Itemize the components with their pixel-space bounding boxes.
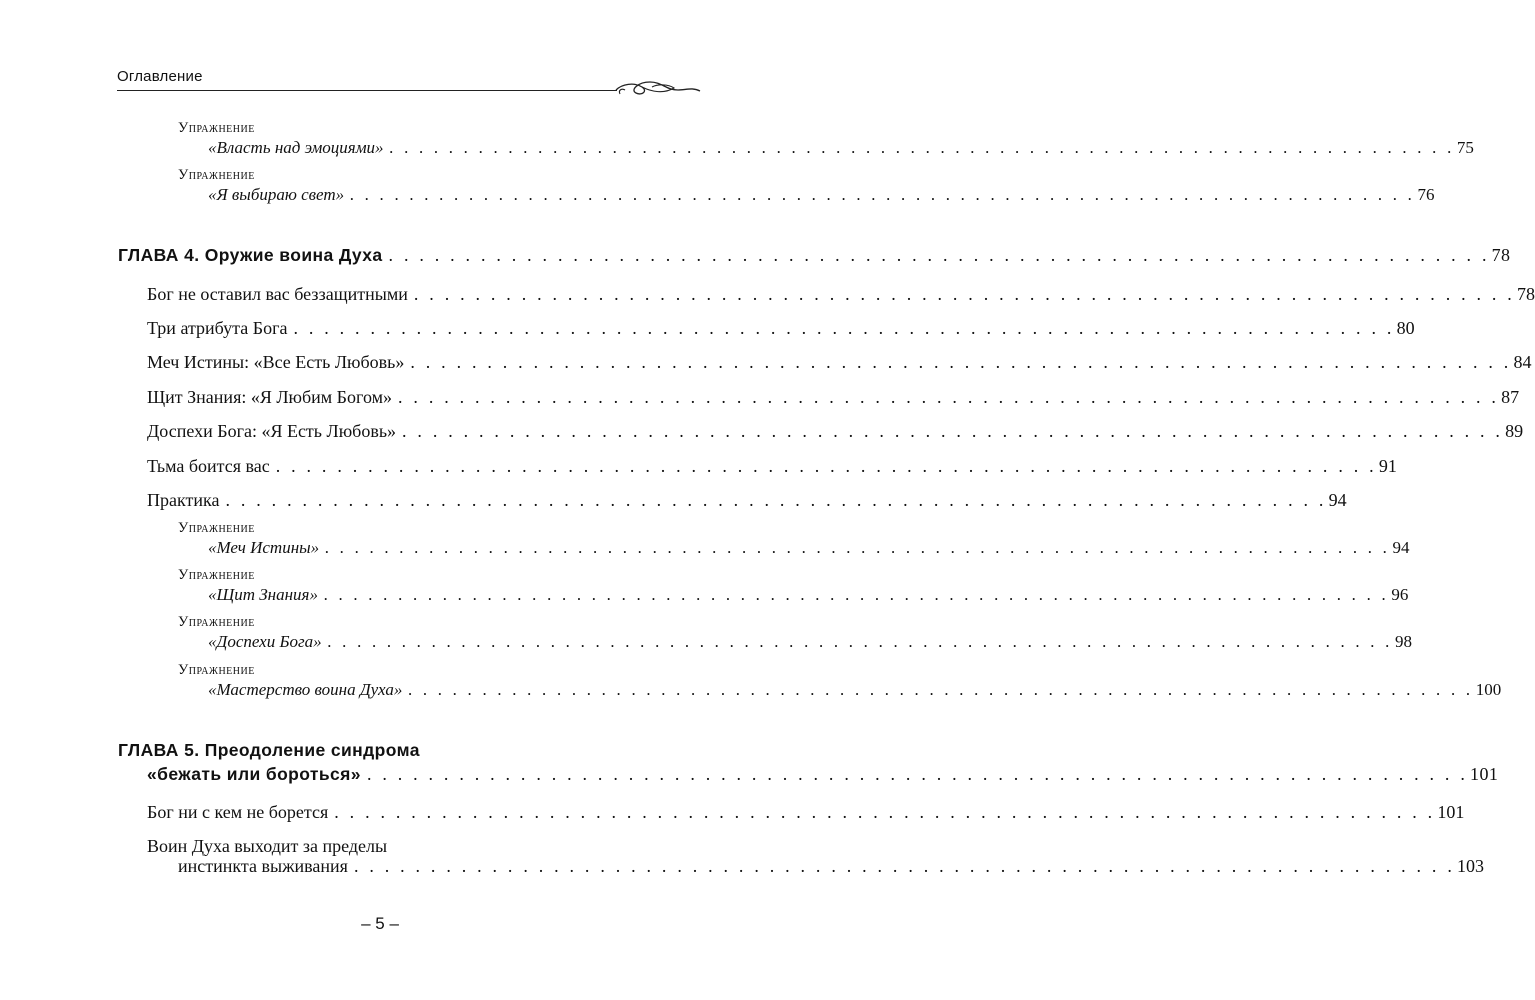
exercise-label: Упражнение (178, 167, 255, 183)
toc-entry-shchit-znaniya[interactable] (147, 387, 1520, 408)
dot-leader: . . . . . . . . . . . . . . . . . . . . . . . . . . . . . . . . . . . . . . . . . . . . . . . . . . . . . . . . . . . . . . . . . . . . . . . . (402, 421, 1504, 441)
dot-leader: . . . . . . . . . . . . . . . . . . . . . . . . . . . . . . . . . . . . . . . . . . . . . . . . . . . . . . . . . . . . . . . . . . . . . . . . (334, 802, 1436, 822)
toc-entry-bog-ni-s-kem[interactable] (147, 802, 1465, 823)
toc-entry-ya-vybirayu-svet[interactable] (208, 185, 1435, 205)
dot-leader: . . . . . . . . . . . . . . . . . . . . . . . . . . . . . . . . . . . . . . . . . . . . . . . . . . . . . . . . . . . . . . . . . . . . . . . . (413, 284, 1515, 304)
toc-entry-vlast-nad-emociyami[interactable] (208, 138, 1474, 158)
toc-page-number: 75 (1456, 138, 1474, 157)
toc-entry-bog-ne-ostavil[interactable] (147, 284, 1535, 305)
toc-entry-voin-dukha[interactable] (178, 856, 1485, 877)
toc-entry-tma-boitsya[interactable] (147, 456, 1397, 477)
toc-entry-mech-istiny-exercise[interactable] (208, 538, 1410, 558)
toc-entry-title: «Я выбираю свет» (208, 185, 345, 204)
dot-leader: . . . . . . . . . . . . . . . . . . . . . . . . . . . . . . . . . . . . . . . . . . . . . . . . . . . . . . . . . . . . . . . . . . . . . . . . (389, 138, 1455, 157)
exercise-label: Упражнение (178, 520, 255, 536)
toc-page-number: 91 (1378, 456, 1397, 476)
toc-entry-title: Щит Знания: «Я Любим Богом» (147, 387, 393, 407)
dot-leader: . . . . . . . . . . . . . . . . . . . . . . . . . . . . . . . . . . . . . . . . . . . . . . . . . . . . . . . . . . . . . . . . . . . . . . . . (388, 245, 1490, 265)
toc-page-number: 89 (1505, 421, 1524, 441)
toc-entry-title: «Мастерство воина Духа» (208, 680, 403, 699)
dot-leader: . . . . . . . . . . . . . . . . . . . . . . . . . . . . . . . . . . . . . . . . . . . . . . . . . . . . . . . . . . . . . . . . . . . . . . . . (325, 538, 1391, 557)
dot-leader: . . . . . . . . . . . . . . . . . . . . . . . . . . . . . . . . . . . . . . . . . . . . . . . . . . . . . . . . . . . . . . . . . . . . . . . . (327, 632, 1393, 651)
dot-leader: . . . . . . . . . . . . . . . . . . . . . . . . . . . . . . . . . . . . . . . . . . . . . . . . . . . . . . . . . . . . . . . . . . . . . . . . (350, 185, 1416, 204)
toc-page-number: 101 (1437, 802, 1465, 822)
toc-entry-tri-atributa[interactable] (147, 318, 1415, 339)
toc-entry-title: Бог ни с кем не борется (147, 802, 329, 822)
dot-leader: . . . . . . . . . . . . . . . . . . . . . . . . . . . . . . . . . . . . . . . . . . . . . . . . . . . . . . . . . . . . . . . . . . . . . . . . (398, 387, 1500, 407)
toc-entry-title-line2: инстинкта выживания (178, 856, 348, 876)
toc-page-number: 78 (1517, 284, 1535, 304)
toc-entry-masterstvo-voina[interactable] (208, 680, 1502, 700)
exercise-label: Упражнение (178, 120, 255, 136)
dot-leader: . . . . . . . . . . . . . . . . . . . . . . . . . . . . . . . . . . . . . . . . . . . . . . . . . . . . . . . . . . . . . . . . . . . . . . . . (293, 318, 1395, 338)
toc-entry-shchit-znaniya-exercise[interactable] (208, 585, 1409, 605)
flourish-ornament-icon (612, 74, 702, 100)
toc-page-number: 80 (1396, 318, 1415, 338)
toc-entry-praktika[interactable] (147, 490, 1347, 511)
page-number: – 5 – (361, 914, 399, 933)
dot-leader: . . . . . . . . . . . . . . . . . . . . . . . . . . . . . . . . . . . . . . . . . . . . . . . . . . . . . . . . . . . . . . . . . . . . . . . . (225, 490, 1327, 510)
toc-entry-title: Доспехи Бога: «Я Есть Любовь» (147, 421, 397, 441)
exercise-label: Упражнение (178, 662, 255, 678)
toc-entry-title: Практика (147, 490, 220, 510)
dot-leader: . . . . . . . . . . . . . . . . . . . . . . . . . . . . . . . . . . . . . . . . . . . . . . . . . . . . . . . . . . . . . . . . . . . . . . . . (408, 680, 1474, 699)
toc-entry-title: «Щит Знания» (208, 585, 318, 604)
exercise-label: Упражнение (178, 614, 255, 630)
dot-leader: . . . . . . . . . . . . . . . . . . . . . . . . . . . . . . . . . . . . . . . . . . . . . . . . . . . . . . . . . . . . . . . . . . . . . . . . (366, 764, 1469, 784)
toc-page-number: 100 (1475, 680, 1502, 699)
toc-entry-title: «Власть над эмоциями» (208, 138, 384, 157)
dot-leader: . . . . . . . . . . . . . . . . . . . . . . . . . . . . . . . . . . . . . . . . . . . . . . . . . . . . . . . . . . . . . . . . . . . . . . . . (323, 585, 1390, 604)
toc-chapter-title-line2: «бежать или бороться» (147, 764, 361, 784)
toc-entry-title: Меч Истины: «Все Есть Любовь» (147, 352, 405, 372)
toc-page-number: 84 (1513, 352, 1532, 372)
dot-leader: . . . . . . . . . . . . . . . . . . . . . . . . . . . . . . . . . . . . . . . . . . . . . . . . . . . . . . . . . . . . . . . . . . . . . . . . (275, 456, 1377, 476)
toc-chapter-5-title-line1[interactable]: ГЛАВА 5. Преодоление синдрома (118, 740, 420, 760)
header-rule (117, 90, 617, 91)
toc-entry-mech-istiny[interactable] (147, 352, 1532, 373)
toc-page-number: 87 (1501, 387, 1520, 407)
toc-page-number: 76 (1417, 185, 1435, 204)
toc-entry-title: «Меч Истины» (208, 538, 320, 557)
running-head-title: Оглавление (117, 68, 203, 85)
toc-entry-dospekhi-boga[interactable] (147, 421, 1524, 442)
toc-entry-title: Три атрибута Бога (147, 318, 288, 338)
toc-chapter-4[interactable] (118, 245, 1511, 266)
toc-entry-title: «Доспехи Бога» (208, 632, 322, 651)
exercise-label: Упражнение (178, 567, 255, 583)
toc-entry-title: Бог не оставил вас беззащитными (147, 284, 408, 304)
toc-chapter-title: ГЛАВА 4. Оружие воина Духа (118, 245, 383, 265)
toc-page-number: 94 (1392, 538, 1410, 557)
toc-entry-dospekhi-boga-exercise[interactable] (208, 632, 1412, 652)
toc-entry-title: Тьма боится вас (147, 456, 270, 476)
toc-page-number: 98 (1395, 632, 1412, 651)
toc-page-number: 103 (1457, 856, 1485, 876)
toc-chapter-5[interactable] (147, 764, 1499, 785)
dot-leader: . . . . . . . . . . . . . . . . . . . . . . . . . . . . . . . . . . . . . . . . . . . . . . . . . . . . . . . . . . . . . . . . . . . . . . . . (410, 352, 1512, 372)
dot-leader: . . . . . . . . . . . . . . . . . . . . . . . . . . . . . . . . . . . . . . . . . . . . . . . . . . . . . . . . . . . . . . . . . . . . . . . . (353, 856, 1456, 876)
toc-entry-voin-dukha-line1[interactable]: Воин Духа выходит за пределы (147, 836, 388, 856)
toc-page-number: 96 (1391, 585, 1409, 604)
toc-page-number: 94 (1328, 490, 1347, 510)
toc-page-number: 78 (1491, 245, 1511, 265)
toc-page-number: 101 (1470, 764, 1499, 784)
